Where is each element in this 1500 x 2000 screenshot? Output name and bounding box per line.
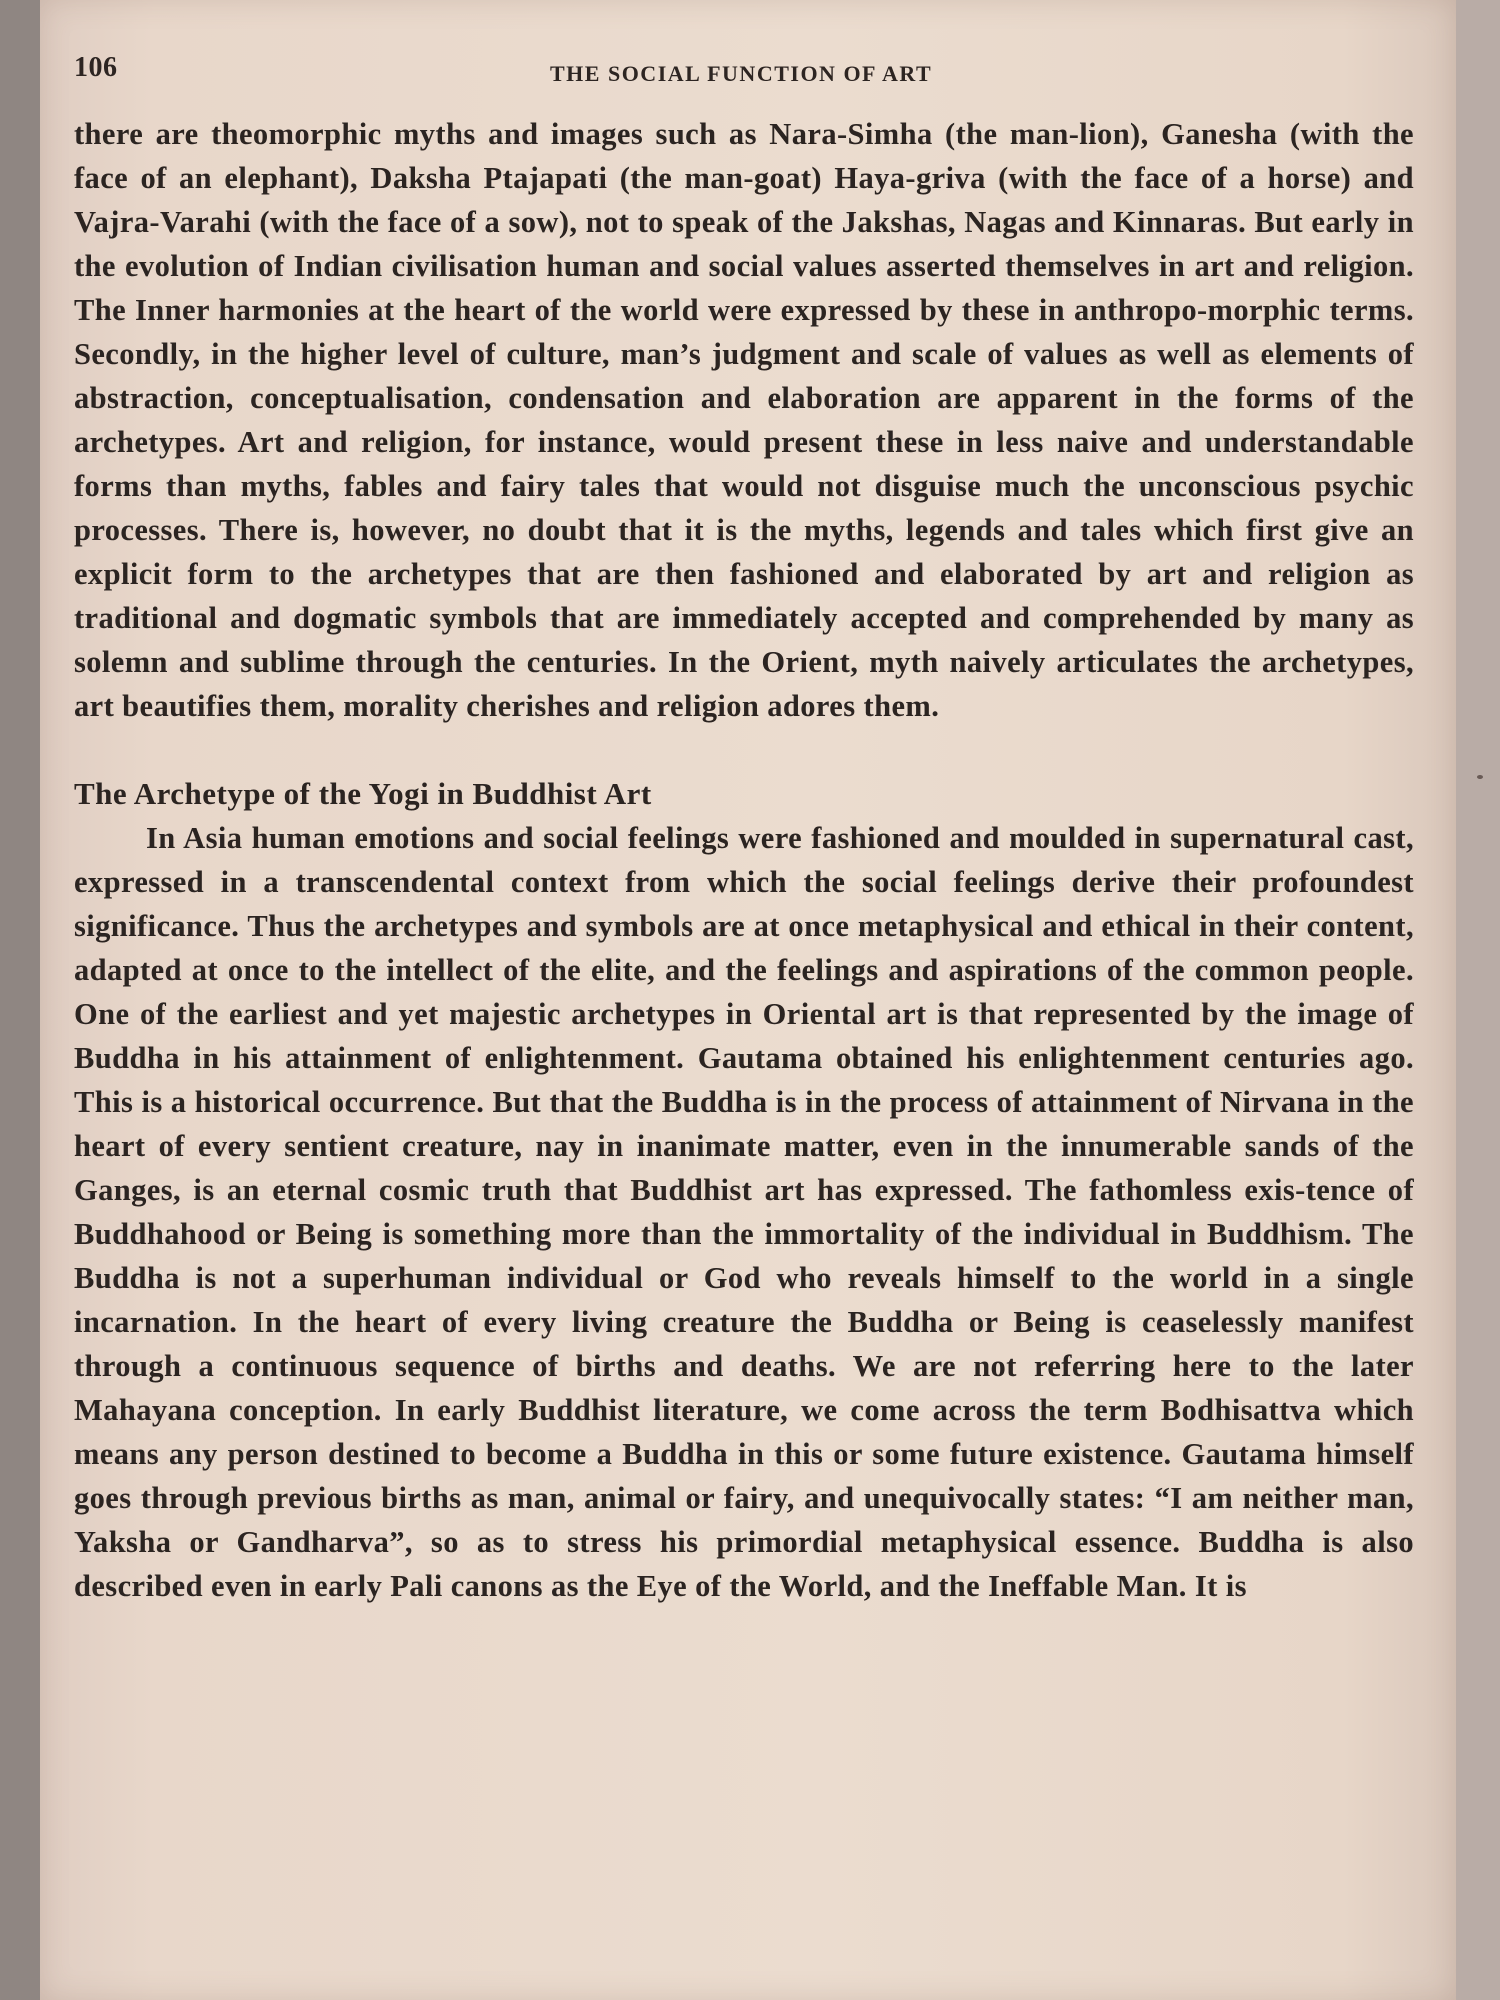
scan-right-edge	[1456, 0, 1500, 2000]
book-page	[40, 0, 1456, 2000]
running-head: THE SOCIAL FUNCTION OF ART	[550, 61, 933, 86]
page-header	[74, 52, 1454, 96]
scan-speck	[1477, 775, 1483, 779]
page-number: 106	[74, 52, 118, 83]
scan-left-edge	[0, 0, 40, 2000]
opening-paragraph: there are theomorphic myths and images such as Nara-Simha (the man-lion), Ganesha (with the face of an elephant), Daksha Ptajapati (the man-goat) Haya-griva (with the face of a horse) and Vajra-Varahi (with the face of a sow), not to speak of the Jakshas, Nagas and Kinnaras. But early in the evolution of Indian civilisation human and social values asserted themselves in art and religion. The Inner harmonies at the heart of the world were expressed by these in anthropo-morphic terms. Secondly, in the higher level of culture, man’s judgment and scale of values as well as elements of abstraction, conceptualisation, condensation and elaboration are apparent in the forms of the archetypes. Art and religion, for instance, would present these in less naive and understandable forms than myths, fables and fairy tales that would not disguise much the unconscious psychic processes. There is, however, no doubt that it is the myths, legends and tales which first give an explicit form to the archetypes that are then fashioned and elaborated by art and religion as traditional and dogmatic symbols that are immediately accepted and comprehended by many as solemn and sublime through the centuries. In the Orient, myth naively articulates the archetypes, art beautifies them, morality cherishes and religion adores them.	[74, 117, 1414, 723]
page-body	[74, 112, 1414, 1608]
section-paragraph: In Asia human emotions and social feelings were fashioned and moulded in supernatural cast, expressed in a transcendental context from which the social feelings derive their profoundest significance. Thus the archetypes and symbols are at once metaphysical and ethical in their content, adapted at once to the intellect of the elite, and the feelings and aspirations of the common people. One of the earliest and yet majestic archetypes in Oriental art is that represented by the image of Buddha in his attainment of enlightenment. Gautama obtained his enlightenment centuries ago. This is a historical occurrence. But that the Buddha is in the process of attainment of Nirvana in the heart of every sentient creature, nay in inanimate matter, even in the innumerable sands of the Ganges, is an eternal cosmic truth that Buddhist art has expressed. The fathomless exis-tence of Buddhahood or Being is something more than the immortality of the individual in Buddhism. The Buddha is not a superhuman individual or God who reveals himself to the world in a single incarnation. In the heart of every living creature the Buddha or Being is ceaselessly manifest through a continuous sequence of births and deaths. We are not referring here to the later Mahayana conception. In early Buddhist literature, we come across the term Bodhisattva which means any person destined to become a Buddha in this or some future existence. Gautama himself goes through previous births as man, animal or fairy, and unequivocally states: “I am neither man, Yaksha or Gandharva”, so as to stress his primordial metaphysical essence. Buddha is also described even in early Pali canons as the Eye of the World, and the Ineffable Man. It is	[74, 821, 1414, 1603]
section-heading: The Archetype of the Yogi in Buddhist Art	[74, 776, 652, 811]
